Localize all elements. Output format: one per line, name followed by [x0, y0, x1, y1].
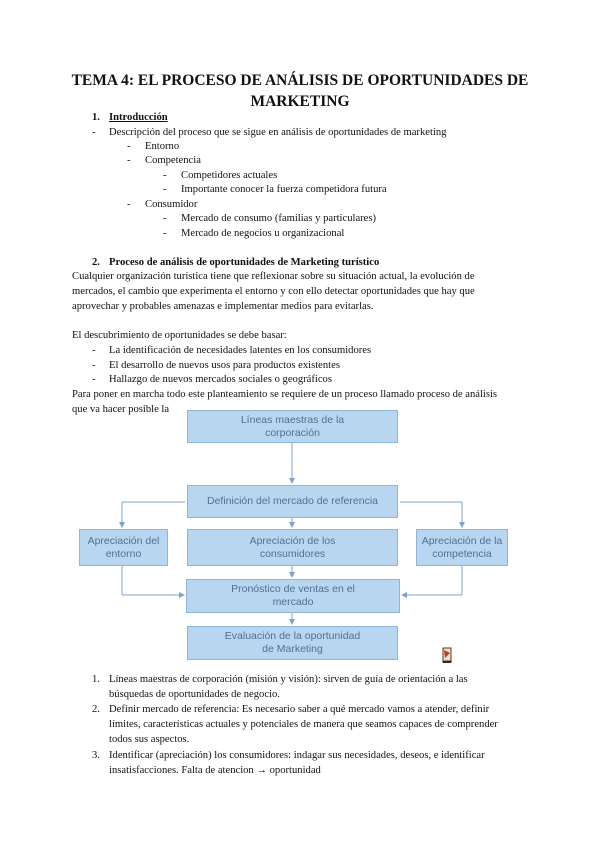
item-consumidor: Consumidor: [145, 199, 198, 210]
bullet-dash: -: [92, 127, 96, 138]
basis-item: La identificación de necesidades latentes en los consumidores: [109, 345, 372, 356]
box-definicion-mercado: Definición del mercado de referencia: [187, 485, 398, 518]
numbered-3-marker: 3.: [92, 750, 100, 761]
paragraph-line: que va hacer posible la: [72, 404, 170, 415]
numbered-line: Líneas maestras de corporación (misión y visión): sirven de guía de orientación a las: [109, 674, 468, 685]
page-title: TEMA 4: EL PROCESO DE ANÁLISIS DE OPORTUNIDADES DE MARKETING: [71, 72, 529, 110]
numbered-1-marker: 1.: [92, 674, 100, 685]
basis-item: Hallazgo de nuevos mercados sociales o geográficos: [109, 374, 332, 385]
numbered-line: búsquedas de oportunidades de negocio.: [109, 689, 280, 700]
bullet-dash: -: [92, 360, 96, 371]
item-entorno: Entorno: [145, 141, 180, 152]
paragraph-line: aprovechar y probables amenazas e implementar medios para evitarlas.: [72, 301, 374, 312]
bullet-dash: -: [92, 374, 96, 385]
numbered-line: Identificar (apreciación) los consumidores: indagar sus necesidades, deseos, e identificar: [109, 750, 485, 761]
box-evaluacion-oportunidad: Evaluación de la oportunidad de Marketing: [187, 626, 398, 660]
section-1-heading: Introducción: [109, 112, 168, 123]
numbered-line: Definir mercado de referencia: Es necesario saber a qué mercado vamos a atender, definir: [109, 704, 490, 715]
box-pronostico-ventas: Pronóstico de ventas en el mercado: [186, 579, 400, 613]
subitem-fuerza-competidora: Importante conocer la fuerza competidora futura: [181, 184, 387, 195]
bullet-dash: -: [127, 155, 131, 166]
numbered-line: insatisfacciones. Falta de atencion → oportunidad: [109, 765, 321, 776]
bullet-dash: -: [163, 213, 167, 224]
box-apreciacion-entorno: Apreciación del entorno: [79, 529, 168, 566]
bullet-dash: -: [92, 345, 96, 356]
subitem-mercado-consumo: Mercado de consumo (familias y particulares): [181, 213, 377, 224]
numbered-line: todos sus aspectos.: [109, 734, 190, 745]
paragraph-descubrimiento: El descubrimiento de oportunidades se debe basar:: [72, 330, 287, 341]
bullet-dash: -: [127, 199, 131, 210]
box-apreciacion-consumidores: Apreciación de los consumidores: [187, 529, 398, 566]
box-apreciacion-competencia: Apreciación de la competencia: [416, 529, 508, 566]
clipart-icon: [440, 646, 454, 664]
subitem-competidores-actuales: Competidores actuales: [181, 170, 278, 181]
basis-item: El desarrollo de nuevos usos para productos existentes: [109, 360, 340, 371]
paragraph-line: mercados, el cambio que experimenta el entorno y con ello detectar oportunidades que hay que: [72, 286, 475, 297]
section-2-number: 2.: [92, 257, 100, 268]
bullet-dash: -: [163, 228, 167, 239]
box-lineas-maestras: Líneas maestras de la corporación: [187, 410, 398, 443]
paragraph-line: Para poner en marcha todo este planteamiento se requiere de un proceso llamado proceso de análisis: [72, 389, 498, 400]
subitem-mercado-negocios: Mercado de negocios u organizacional: [181, 228, 345, 239]
section-1-bullet: Descripción del proceso que se sigue en análisis de oportunidades de marketing: [109, 127, 447, 138]
numbered-line: límites, características actuales y potenciales de manera que seamos capaces de comprender: [109, 719, 498, 730]
section-2-heading: Proceso de análisis de oportunidades de Marketing turístico: [109, 257, 380, 268]
bullet-dash: -: [163, 170, 167, 181]
paragraph-line: Cualquier organización turística tiene que reflexionar sobre su situación actual, la evolución de: [72, 271, 475, 282]
bullet-dash: -: [163, 184, 167, 195]
bullet-dash: -: [127, 141, 131, 152]
item-competencia: Competencia: [145, 155, 201, 166]
section-1-number: 1.: [92, 112, 100, 123]
numbered-2-marker: 2.: [92, 704, 100, 715]
